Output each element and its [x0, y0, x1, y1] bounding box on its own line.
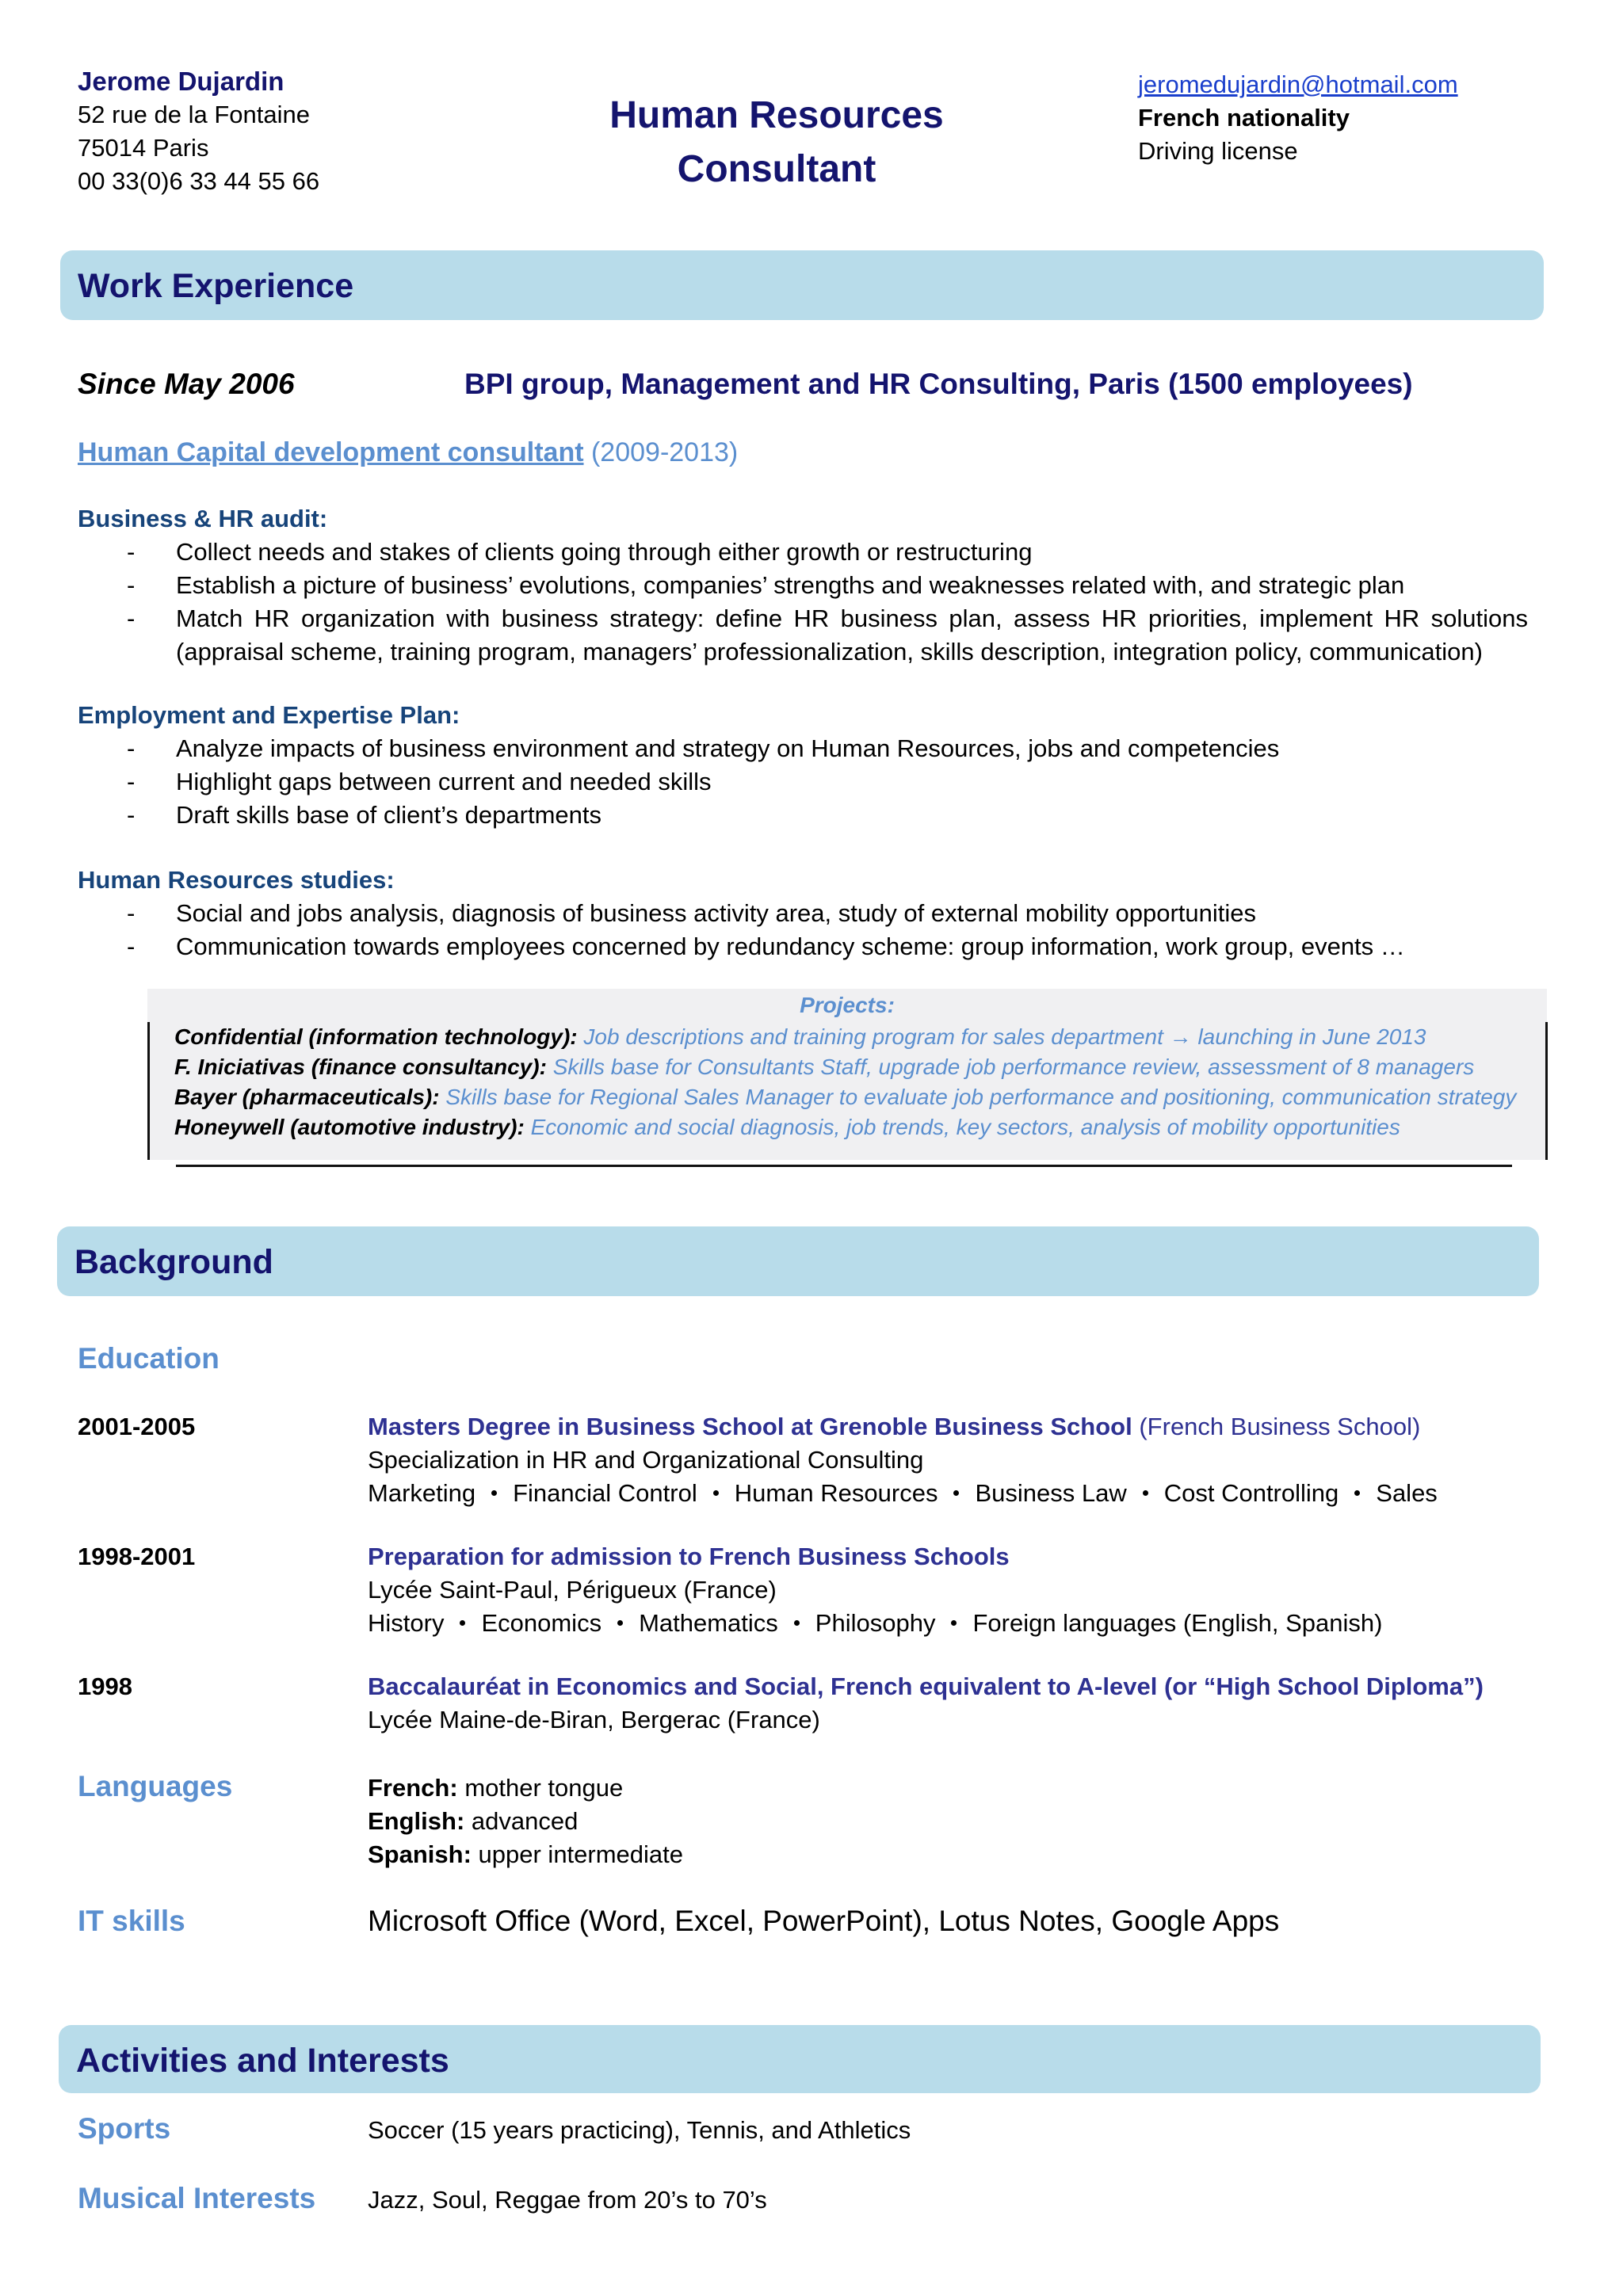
project-client: Bayer (pharmaceuticals): [174, 1085, 440, 1109]
subject-item: History [368, 1609, 445, 1637]
job-role-years: (2009-2013) [590, 437, 739, 467]
subject-item: Economics [481, 1609, 602, 1637]
section-title-background: Background [74, 1243, 273, 1281]
audit-heading: Business & HR audit: [78, 505, 328, 532]
language-row [368, 1838, 683, 1871]
audit-list [78, 536, 1528, 669]
language-level: upper intermediate [478, 1840, 684, 1868]
project-client: Honeywell (automotive industry): [174, 1115, 525, 1139]
education-entry [368, 1540, 1382, 1640]
address-line-2: 75014 Paris [78, 134, 209, 162]
contact-block [78, 65, 319, 198]
list-item: - Draft skills base of client’s departments [78, 799, 1528, 832]
list-item: - Highlight gaps between current and needed skills [78, 765, 1528, 799]
candidate-name: Jerome Dujardin [78, 67, 285, 96]
language-row [368, 1772, 683, 1805]
bullet-dot-icon [460, 1620, 465, 1626]
project-description: Economic and social diagnosis, job trends, key sectors, analysis of mobility opportunities [530, 1115, 1400, 1139]
employment-heading: Employment and Expertise Plan: [78, 701, 460, 729]
projects-border-right [1545, 1022, 1548, 1160]
education-entry [368, 1670, 1484, 1737]
bullet-dot-icon [1354, 1490, 1360, 1496]
list-item: - Collect needs and stakes of clients going through either growth or restructuring [78, 536, 1528, 569]
project-description: Skills base for Consultants Staff, upgrade job performance review, assessment of 8 managers [552, 1055, 1475, 1079]
projects-border-bottom [176, 1165, 1512, 1167]
list-item: - Establish a picture of business’ evolutions, companies’ strengths and weaknesses related with, and strategic plan [78, 569, 1528, 602]
subject-item: Marketing [368, 1479, 476, 1507]
language-row [368, 1805, 683, 1838]
education-years: 1998-2001 [78, 1543, 196, 1570]
sports-heading: Sports [78, 2112, 171, 2145]
degree-title: Baccalauréat in Economics and Social, French equivalent to A-level (or “High School Diploma”) [368, 1672, 1484, 1700]
degree-title: Masters Degree in Business School at Grenoble Business School [368, 1413, 1132, 1440]
education-years: 1998 [78, 1672, 132, 1700]
language-name: English: [368, 1807, 465, 1835]
bullet-dot-icon [713, 1490, 719, 1496]
education-entry [368, 1410, 1438, 1510]
it-skills-heading: IT skills [78, 1905, 185, 1937]
project-description: Skills base for Regional Sales Manager to evaluate job performance and positioning, communication strategy [445, 1085, 1517, 1109]
project-row [174, 1022, 1516, 1052]
job-company: BPI group, Management and HR Consulting, Paris (1500 employees) [464, 368, 1413, 400]
project-row [174, 1052, 1516, 1082]
studies-heading: Human Resources studies: [78, 866, 395, 894]
languages-heading: Languages [78, 1770, 233, 1802]
language-name: French: [368, 1774, 458, 1802]
project-row [174, 1082, 1516, 1112]
language-level: advanced [471, 1807, 579, 1835]
list-item: - Analyze impacts of business environment and strategy on Human Resources, jobs and competencies [78, 732, 1528, 765]
section-title-work: Work Experience [78, 267, 354, 305]
phone-number: 00 33(0)6 33 44 55 66 [78, 167, 320, 195]
subject-item: Business Law [975, 1479, 1127, 1507]
subject-item: Sales [1376, 1479, 1438, 1507]
projects-list [174, 1022, 1516, 1142]
subject-item: Human Resources [734, 1479, 938, 1507]
list-item: - Communication towards employees concerned by redundancy scheme: group information, work group, events … [78, 930, 1528, 963]
subject-item: Cost Controlling [1163, 1479, 1339, 1507]
activities-banner [59, 2025, 1541, 2093]
degree-note: (French Business School) [1139, 1413, 1421, 1440]
job-date: Since May 2006 [78, 368, 295, 400]
bullet-dot-icon [617, 1620, 623, 1626]
cv-title-line-1: Human Resources [609, 94, 944, 136]
employment-list [78, 732, 1528, 832]
languages-list [368, 1772, 683, 1871]
subject-list [368, 1607, 1382, 1640]
section-title-activities: Activities and Interests [76, 2042, 449, 2080]
bullet-dot-icon [491, 1490, 497, 1496]
address-line-1: 52 rue de la Fontaine [78, 101, 310, 128]
cv-title-line-2: Consultant [677, 148, 876, 190]
education-detail: Lycée Saint-Paul, Périgueux (France) [368, 1576, 777, 1604]
projects-border-left [147, 1022, 150, 1160]
list-item: - Match HR organization with business strategy: define HR business plan, assess HR priorities, implement HR solutions (appraisal scheme, training program, managers’ professionalization, skills description, integration policy, communication) [78, 602, 1528, 669]
bullet-dot-icon [794, 1620, 800, 1626]
education-years: 2001-2005 [78, 1413, 196, 1440]
sports-value: Soccer (15 years practicing), Tennis, and Athletics [368, 2116, 911, 2144]
list-item: - Social and jobs analysis, diagnosis of business activity area, study of external mobility opportunities [78, 897, 1528, 930]
education-degree [368, 1410, 1438, 1444]
cv-title [555, 89, 999, 196]
job-role-title[interactable]: Human Capital development consultant [78, 437, 584, 467]
language-name: Spanish: [368, 1840, 472, 1868]
degree-title: Preparation for admission to French Business Schools [368, 1543, 1010, 1570]
education-detail: Specialization in HR and Organizational Consulting [368, 1446, 924, 1474]
education-heading: Education [78, 1342, 220, 1375]
education-detail: Lycée Maine-de-Biran, Bergerac (France) [368, 1706, 820, 1733]
nationality: French nationality [1138, 104, 1350, 132]
subject-list [368, 1477, 1438, 1510]
bullet-dot-icon [953, 1490, 959, 1496]
project-description: Job descriptions and training program for sales department → launching in June 2013 [583, 1024, 1426, 1049]
job-role [78, 436, 738, 469]
projects-title: Projects: [800, 993, 895, 1017]
it-skills-value: Microsoft Office (Word, Excel, PowerPoint), Lotus Notes, Google Apps [368, 1905, 1280, 1937]
project-client: F. Iniciativas (finance consultancy): [174, 1055, 547, 1079]
subject-item: Philosophy [815, 1609, 936, 1637]
work-experience-banner [60, 250, 1544, 320]
language-level: mother tongue [464, 1774, 624, 1802]
project-row [174, 1112, 1516, 1142]
studies-list [78, 897, 1528, 963]
subject-item: Financial Control [513, 1479, 697, 1507]
subject-item: Foreign languages (English, Spanish) [972, 1609, 1383, 1637]
music-value: Jazz, Soul, Reggae from 20’s to 70’s [368, 2186, 767, 2214]
bullet-dot-icon [1143, 1490, 1148, 1496]
personal-info [1138, 68, 1458, 168]
email-link[interactable]: jeromedujardin@hotmail.com [1138, 71, 1458, 98]
music-heading: Musical Interests [78, 2182, 316, 2214]
background-banner [57, 1226, 1539, 1296]
subject-item: Mathematics [639, 1609, 778, 1637]
driving-license: Driving license [1138, 137, 1298, 165]
project-client: Confidential (information technology): [174, 1024, 578, 1049]
bullet-dot-icon [951, 1620, 957, 1626]
